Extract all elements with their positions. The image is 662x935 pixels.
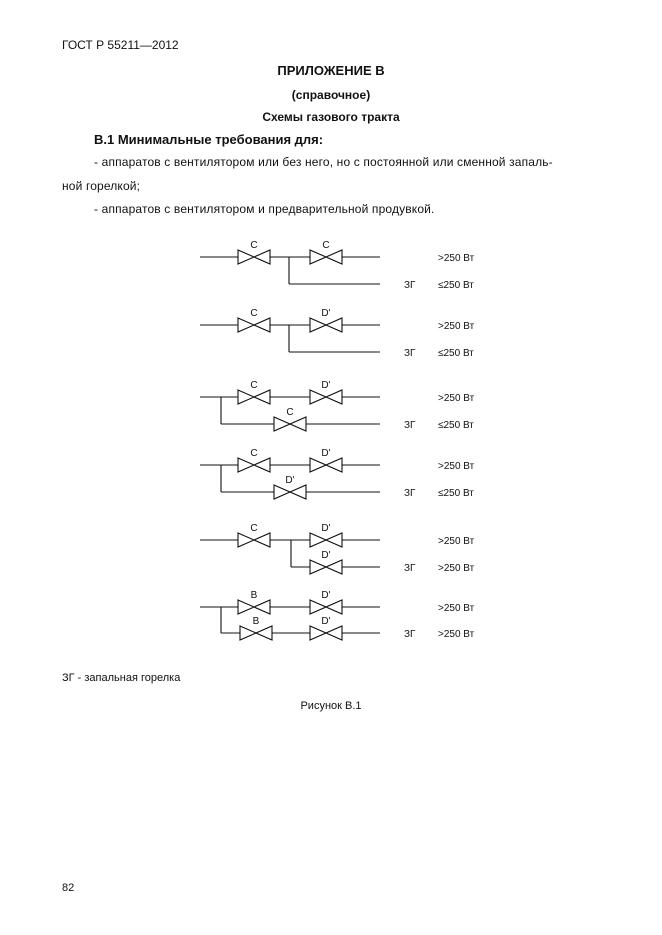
- main-power-label: >250 Вт: [438, 461, 475, 472]
- valve-symbol: [310, 250, 342, 264]
- valve-label: C: [286, 407, 294, 418]
- valve-symbol: [310, 626, 342, 640]
- pilot-power-label: ≤250 Вт: [438, 488, 474, 499]
- valve-label: C: [250, 380, 258, 391]
- pilot-power-label: ≤250 Вт: [438, 280, 474, 291]
- valve-symbol: [274, 417, 306, 431]
- valve-symbol: [310, 560, 342, 574]
- valve-label: C: [250, 308, 258, 319]
- main-power-label: >250 Вт: [438, 253, 475, 264]
- valve-label: C: [250, 448, 258, 459]
- pilot-burner-label: ЗГ: [404, 280, 416, 291]
- document-header: ГОСТ Р 55211—2012: [62, 38, 179, 52]
- valve-symbol: [238, 250, 270, 264]
- valve-label: B: [252, 616, 260, 627]
- valve-label: B: [250, 590, 258, 601]
- appendix-type: (справочное): [291, 88, 371, 102]
- appendix-title: ПРИЛОЖЕНИЕ В: [277, 63, 385, 78]
- page-number: 82: [62, 882, 75, 894]
- valve-label: D': [285, 475, 295, 486]
- main-power-label: >250 Вт: [438, 603, 475, 614]
- valve-symbol: [310, 318, 342, 332]
- valve-label: C: [322, 240, 330, 251]
- valve-symbol: [240, 626, 272, 640]
- valve-symbol: [238, 600, 270, 614]
- valve-label: D': [321, 550, 331, 561]
- main-power-label: >250 Вт: [438, 536, 475, 547]
- valve-label: C: [250, 523, 258, 534]
- valve-symbol: [238, 390, 270, 404]
- pilot-power-label: >250 Вт: [438, 563, 475, 574]
- valve-symbol: [238, 533, 270, 547]
- requirement-item-2: - аппаратов с вентилятором и предварительной продувкой.: [94, 202, 435, 216]
- pilot-burner-label: ЗГ: [404, 629, 416, 640]
- valve-symbol: [310, 600, 342, 614]
- pilot-burner-label: ЗГ: [404, 488, 416, 499]
- figure-caption: Рисунок В.1: [300, 700, 362, 712]
- pilot-power-label: ≤250 Вт: [438, 420, 474, 431]
- section-heading: В.1 Минимальные требования для:: [94, 132, 324, 147]
- valve-label: D': [321, 448, 331, 459]
- footnote: ЗГ - запальная горелка: [62, 672, 181, 684]
- pilot-burner-label: ЗГ: [404, 563, 416, 574]
- pilot-burner-label: ЗГ: [404, 420, 416, 431]
- valve-symbol: [310, 458, 342, 472]
- valve-symbol: [238, 458, 270, 472]
- valve-label: D': [321, 380, 331, 391]
- appendix-subtitle: Схемы газового тракта: [262, 110, 400, 124]
- valve-label: D': [321, 523, 331, 534]
- valve-symbol: [238, 318, 270, 332]
- valve-label: D': [321, 616, 331, 627]
- valve-label: D': [321, 590, 331, 601]
- pilot-burner-label: ЗГ: [404, 348, 416, 359]
- valve-symbol: [310, 533, 342, 547]
- pilot-power-label: ≤250 Вт: [438, 348, 474, 359]
- requirement-item-1-continued: ной горелкой;: [62, 179, 141, 193]
- main-power-label: >250 Вт: [438, 393, 475, 404]
- main-power-label: >250 Вт: [438, 321, 475, 332]
- valve-symbol: [274, 485, 306, 499]
- requirement-item-1: - аппаратов с вентилятором или без него, но с постоянной или сменной запаль-: [94, 155, 553, 169]
- valve-symbol: [310, 390, 342, 404]
- valve-label: D': [321, 308, 331, 319]
- pilot-power-label: >250 Вт: [438, 629, 475, 640]
- valve-label: C: [250, 240, 258, 251]
